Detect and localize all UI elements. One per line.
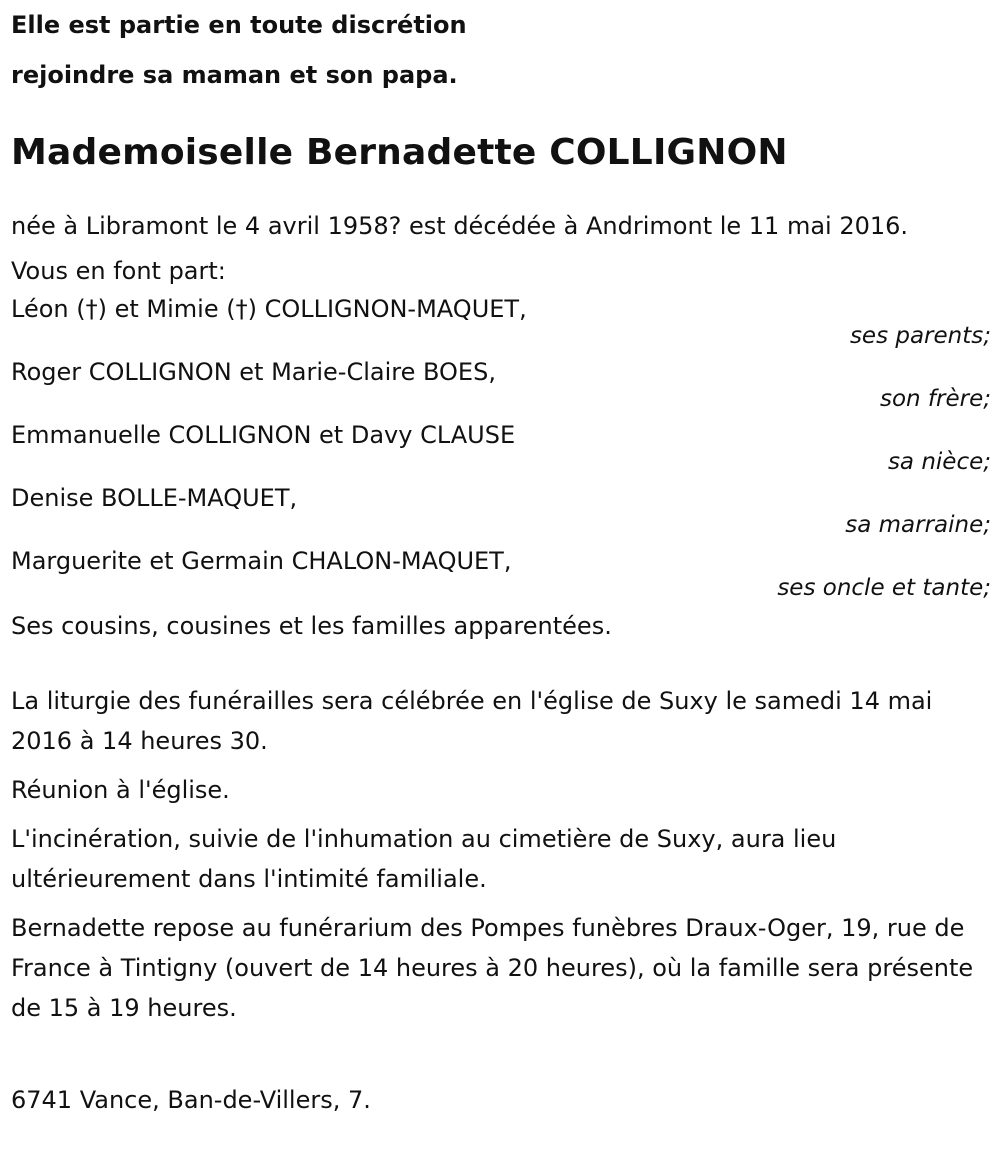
intro-line-2: rejoindre sa maman et son papa. — [11, 61, 458, 89]
relative-role: sa marraine; — [845, 512, 991, 538]
intro-line-1: Elle est partie en toute discrétion — [11, 11, 467, 39]
relative-name: Emmanuelle COLLIGNON et Davy CLAUSE — [11, 421, 516, 449]
viewing-paragraph: Bernadette repose au funérarium des Pompes funèbres Draux-Oger, 19, rue de France à Tintigny (ouvert de 14 heures à 20 heures), où la famille sera présente de 15 à 19 heures. — [11, 914, 974, 1022]
relative-entry — [11, 294, 991, 357]
relative-name: Denise BOLLE-MAQUET, — [11, 484, 298, 512]
deceased-name: Mademoiselle Bernadette COLLIGNON — [11, 132, 788, 173]
announcement-lead: Vous en font part: — [11, 257, 226, 285]
relative-entry — [11, 420, 991, 483]
liturgy-paragraph: La liturgie des funérailles sera célébrée en l'église de Suxy le samedi 14 mai 2016 à 14 heures 30. — [11, 687, 933, 755]
meeting-paragraph: Réunion à l'église. — [11, 776, 230, 804]
cremation-paragraph: L'incinération, suivie de l'inhumation au cimetière de Suxy, aura lieu ultérieurement dans l'intimité familiale. — [11, 825, 837, 893]
relative-entry — [11, 546, 991, 609]
relative-entry — [11, 483, 991, 546]
relative-name: Léon (†) et Mimie (†) COLLIGNON-MAQUET, — [11, 295, 527, 323]
extended-family: Ses cousins, cousines et les familles apparentées. — [11, 612, 612, 640]
intro-text — [11, 0, 991, 100]
relative-role: sa nièce; — [887, 449, 991, 475]
relative-role: ses oncle et tante; — [777, 575, 991, 601]
relative-name: Roger COLLIGNON et Marie-Claire BOES, — [11, 358, 496, 386]
family-address: 6741 Vance, Ban-de-Villers, 7. — [11, 1086, 371, 1114]
relative-role: ses parents; — [849, 323, 991, 349]
relative-name: Marguerite et Germain CHALON-MAQUET, — [11, 547, 512, 575]
relatives-list — [11, 294, 991, 609]
relative-role: son frère; — [879, 386, 991, 412]
birth-death-statement: née à Libramont le 4 avril 1958? est décédée à Andrimont le 11 mai 2016. — [11, 212, 909, 240]
obituary-notice — [11, 0, 991, 1120]
relative-entry — [11, 357, 991, 420]
